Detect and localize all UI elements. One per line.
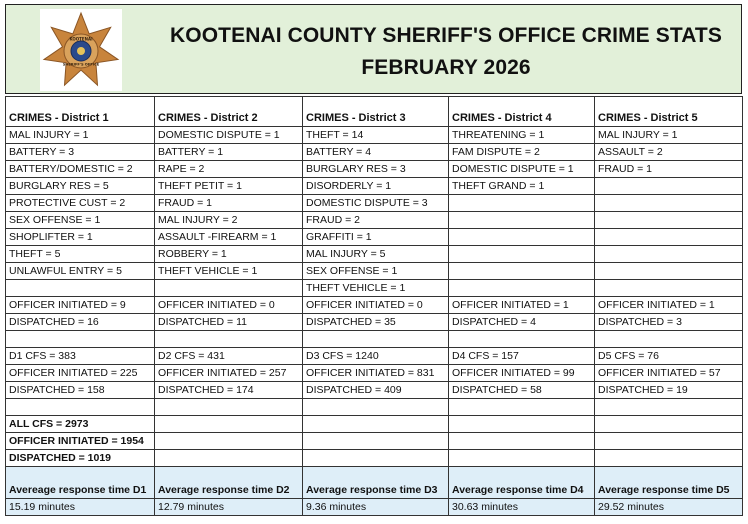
- report-month: FEBRUARY 2026: [361, 56, 531, 79]
- empty-cell: [6, 399, 155, 416]
- crime-row: [6, 212, 743, 229]
- response-label-row: [6, 467, 743, 499]
- crime-stats-table: [5, 96, 743, 516]
- response-time-value-d2: 12.79 minutes: [155, 499, 303, 516]
- crime-row: [6, 229, 743, 246]
- cfs-dispatched-cell: DISPATCHED = 158: [6, 382, 155, 399]
- response-time-value-d1: 15.19 minutes: [6, 499, 155, 516]
- crime-cell: SEX OFFENSE = 1: [303, 263, 449, 280]
- empty-cell: [595, 450, 743, 467]
- empty-cell: [303, 433, 449, 450]
- cfs-officer-initiated-cell: OFFICER INITIATED = 225: [6, 365, 155, 382]
- dispatched-cell: DISPATCHED = 16: [6, 314, 155, 331]
- crime-row: [6, 195, 743, 212]
- total-officer-initiated: OFFICER INITIATED = 1954: [6, 433, 155, 450]
- crime-cell: FRAUD = 1: [155, 195, 303, 212]
- district-3-header: CRIMES - District 3: [303, 97, 449, 127]
- empty-cell: [449, 331, 595, 348]
- officer-initiated-row: [6, 297, 743, 314]
- crime-cell: [6, 280, 155, 297]
- crime-cell: [595, 212, 743, 229]
- crime-cell: BATTERY = 3: [6, 144, 155, 161]
- crime-cell: MAL INJURY = 5: [303, 246, 449, 263]
- cfs-dispatched-cell: DISPATCHED = 174: [155, 382, 303, 399]
- total-dispatched: DISPATCHED = 1019: [6, 450, 155, 467]
- crime-cell: [595, 178, 743, 195]
- crime-cell: UNLAWFUL ENTRY = 5: [6, 263, 155, 280]
- crime-cell: [595, 195, 743, 212]
- total-all-cfs: ALL CFS = 2973: [6, 416, 155, 433]
- crime-cell: DOMESTIC DISPUTE = 1: [155, 127, 303, 144]
- officer-initiated-cell: OFFICER INITIATED = 1: [595, 297, 743, 314]
- crime-cell: BATTERY/DOMESTIC = 2: [6, 161, 155, 178]
- crime-cell: THEFT = 5: [6, 246, 155, 263]
- cfs-cell: D3 CFS = 1240: [303, 348, 449, 365]
- crime-cell: DISORDERLY = 1: [303, 178, 449, 195]
- empty-cell: [303, 416, 449, 433]
- empty-cell: [595, 416, 743, 433]
- crime-cell: FRAUD = 2: [303, 212, 449, 229]
- cfs-officer-initiated-row: [6, 365, 743, 382]
- crime-row: [6, 127, 743, 144]
- response-time-row: [6, 499, 743, 516]
- total-officer-initiated-row: [6, 433, 743, 450]
- crime-cell: BATTERY = 1: [155, 144, 303, 161]
- district-4-header: CRIMES - District 4: [449, 97, 595, 127]
- dispatched-row: [6, 314, 743, 331]
- crime-cell: GRAFFITI = 1: [303, 229, 449, 246]
- dispatched-cell: DISPATCHED = 11: [155, 314, 303, 331]
- badge-text-bottom: SHERIFF'S OFFICE: [62, 62, 100, 67]
- crime-cell: ASSAULT -FIREARM = 1: [155, 229, 303, 246]
- cfs-officer-initiated-cell: OFFICER INITIATED = 257: [155, 365, 303, 382]
- crime-cell: MAL INJURY = 2: [155, 212, 303, 229]
- empty-cell: [449, 433, 595, 450]
- cfs-cell: D2 CFS = 431: [155, 348, 303, 365]
- empty-cell: [155, 331, 303, 348]
- crime-row: [6, 161, 743, 178]
- empty-cell: [595, 399, 743, 416]
- district-header-row: [6, 97, 743, 127]
- crime-cell: THEFT VEHICLE = 1: [155, 263, 303, 280]
- response-time-value-d4: 30.63 minutes: [449, 499, 595, 516]
- cfs-row: [6, 348, 743, 365]
- crime-row: [6, 144, 743, 161]
- cfs-dispatched-row: [6, 382, 743, 399]
- crime-cell: [449, 263, 595, 280]
- crime-cell: SEX OFFENSE = 1: [6, 212, 155, 229]
- crime-cell: MAL INJURY = 1: [6, 127, 155, 144]
- empty-cell: [449, 416, 595, 433]
- empty-cell: [303, 399, 449, 416]
- spacer-row: [6, 331, 743, 348]
- empty-cell: [155, 416, 303, 433]
- response-time-label-d5: Average response time D5: [595, 467, 743, 499]
- crime-row: [6, 246, 743, 263]
- response-time-label-d4: Average response time D4: [449, 467, 595, 499]
- cfs-dispatched-cell: DISPATCHED = 19: [595, 382, 743, 399]
- district-2-header: CRIMES - District 2: [155, 97, 303, 127]
- sheriff-star-badge-icon: [40, 9, 122, 91]
- spacer-row: [6, 399, 743, 416]
- report-header: [5, 4, 742, 94]
- crime-cell: FAM DISPUTE = 2: [449, 144, 595, 161]
- dispatched-cell: DISPATCHED = 35: [303, 314, 449, 331]
- crime-cell: [449, 212, 595, 229]
- crime-cell: [595, 229, 743, 246]
- empty-cell: [595, 331, 743, 348]
- district-5-header: CRIMES - District 5: [595, 97, 743, 127]
- empty-cell: [595, 433, 743, 450]
- crime-cell: ASSAULT = 2: [595, 144, 743, 161]
- crime-cell: BURGLARY RES = 3: [303, 161, 449, 178]
- cfs-cell: D5 CFS = 76: [595, 348, 743, 365]
- response-time-label-d3: Average response time D3: [303, 467, 449, 499]
- empty-cell: [303, 450, 449, 467]
- empty-cell: [449, 450, 595, 467]
- crime-cell: THEFT VEHICLE = 1: [303, 280, 449, 297]
- badge-text-top: KOOTENAI: [69, 36, 93, 42]
- crime-cell: [595, 280, 743, 297]
- crime-cell: THREATENING = 1: [449, 127, 595, 144]
- response-time-label-d2: Average response time D2: [155, 467, 303, 499]
- cfs-cell: D1 CFS = 383: [6, 348, 155, 365]
- response-time-value-d3: 9.36 minutes: [303, 499, 449, 516]
- empty-cell: [6, 331, 155, 348]
- cfs-officer-initiated-cell: OFFICER INITIATED = 831: [303, 365, 449, 382]
- crime-cell: MAL INJURY = 1: [595, 127, 743, 144]
- cfs-dispatched-cell: DISPATCHED = 58: [449, 382, 595, 399]
- crime-cell: [595, 246, 743, 263]
- dispatched-cell: DISPATCHED = 4: [449, 314, 595, 331]
- cfs-dispatched-cell: DISPATCHED = 409: [303, 382, 449, 399]
- crime-cell: [449, 195, 595, 212]
- crime-row: [6, 263, 743, 280]
- crime-cell: RAPE = 2: [155, 161, 303, 178]
- crime-cell: THEFT GRAND = 1: [449, 178, 595, 195]
- crime-cell: BATTERY = 4: [303, 144, 449, 161]
- officer-initiated-cell: OFFICER INITIATED = 0: [303, 297, 449, 314]
- crime-cell: DOMESTIC DISPUTE = 3: [303, 195, 449, 212]
- crime-cell: THEFT PETIT = 1: [155, 178, 303, 195]
- district-1-header: CRIMES - District 1: [6, 97, 155, 127]
- crime-cell: [449, 229, 595, 246]
- crime-cell: [449, 246, 595, 263]
- dispatched-cell: DISPATCHED = 3: [595, 314, 743, 331]
- crime-cell: PROTECTIVE CUST = 2: [6, 195, 155, 212]
- empty-cell: [449, 399, 595, 416]
- empty-cell: [155, 450, 303, 467]
- officer-initiated-cell: OFFICER INITIATED = 1: [449, 297, 595, 314]
- crime-cell: [595, 263, 743, 280]
- crime-cell: FRAUD = 1: [595, 161, 743, 178]
- crime-cell: THEFT = 14: [303, 127, 449, 144]
- crime-cell: ROBBERY = 1: [155, 246, 303, 263]
- crime-row: [6, 280, 743, 297]
- crime-cell: [155, 280, 303, 297]
- empty-cell: [303, 331, 449, 348]
- cfs-officer-initiated-cell: OFFICER INITIATED = 57: [595, 365, 743, 382]
- response-time-label-d1: Avereage response time D1: [6, 467, 155, 499]
- crime-cell: BURGLARY RES = 5: [6, 178, 155, 195]
- crime-cell: DOMESTIC DISPUTE = 1: [449, 161, 595, 178]
- total-cfs-row: [6, 416, 743, 433]
- empty-cell: [155, 433, 303, 450]
- report-title: KOOTENAI COUNTY SHERIFF'S OFFICE CRIME STATS: [170, 24, 722, 47]
- cfs-officer-initiated-cell: OFFICER INITIATED = 99: [449, 365, 595, 382]
- crime-cell: SHOPLIFTER = 1: [6, 229, 155, 246]
- crime-cell: [449, 280, 595, 297]
- cfs-cell: D4 CFS = 157: [449, 348, 595, 365]
- officer-initiated-cell: OFFICER INITIATED = 9: [6, 297, 155, 314]
- officer-initiated-cell: OFFICER INITIATED = 0: [155, 297, 303, 314]
- crime-stats-sheet: [5, 4, 742, 519]
- crime-row: [6, 178, 743, 195]
- empty-cell: [155, 399, 303, 416]
- response-time-value-d5: 29.52 minutes: [595, 499, 743, 516]
- total-dispatched-row: [6, 450, 743, 467]
